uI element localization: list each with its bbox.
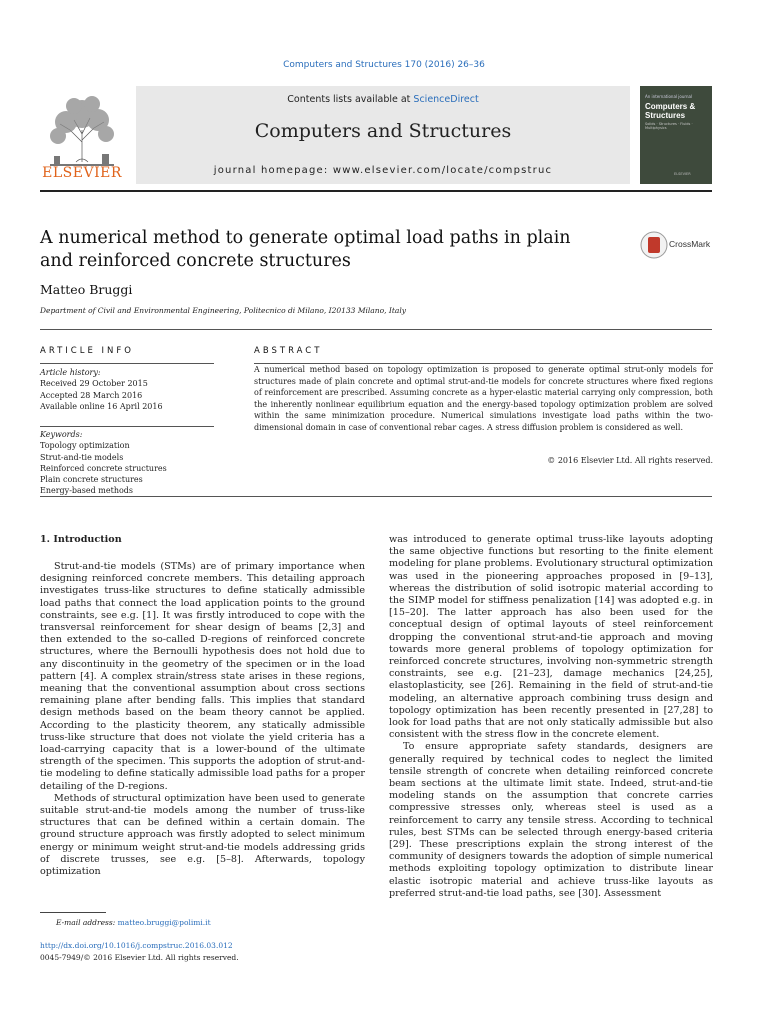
keywords-list — [40, 429, 220, 497]
article-info-heading: ARTICLE INFO — [40, 346, 134, 356]
header-rule — [40, 190, 712, 192]
keyword-item: Topology optimization — [40, 441, 130, 451]
body-paragraph: Strut-and-tie models (STMs) are of primary importance when designing reinforced concrete members. This detailing approach investigates truss-like structures to define statically admissible load paths that connect the load application points to the ground constraints, see e.g. [1]. It was firstly introduced to cope with the transversal reinforcement for shear design of beams [2,3] and then extended to the so-called D-regions of reinforced concrete structures, where the Bernoulli hypothesis does not hold due to any discontinuity in the geometry of the specimen or in the load pattern [4]. A complex strain/stress state arises in these regions, meaning that the conventional assumption about cross sections remaining plane after bending falls. This implies that standard design methods based on the beam theory cannot be applied. According to the plasticity theorem, any statically admissible truss-like structure that does not violate the yield criteria has a load-carrying capacity that is a lower-bound of the ultimate strength of the specimen. This supports the adoption of strut-and-tie modeling to define statically admissible load paths for a proper detailing of the D-regions. — [40, 561, 365, 792]
abstract-heading: ABSTRACT — [254, 346, 323, 356]
crossmark-icon — [640, 231, 668, 259]
divider — [40, 329, 712, 330]
crossmark-label: CrossMark — [669, 239, 711, 249]
history-label: Article history: — [40, 368, 101, 377]
sciencedirect-link[interactable]: ScienceDirect — [413, 94, 479, 105]
doi-link[interactable]: http://dx.doi.org/10.1016/j.compstruc.2016.03.012 — [40, 941, 233, 950]
journal-title: Computers and Structures — [254, 120, 512, 142]
keyword-item: Plain concrete structures — [40, 475, 143, 485]
abstract-copyright: © 2016 Elsevier Ltd. All rights reserved. — [547, 456, 713, 465]
body-paragraph: To ensure appropriate safety standards, designers are generally required by technical codes to neglect the limited tensile strength of concrete when detailing reinforced concrete beam sections at the ultimate limit state. Indeed, strut-and-tie modeling stands on the assumption that concrete carries compressive stresses only, whereas steel is used as a reinforcement to carry any tensile stress. According to technical rules, best STMs can be selected through energy-based criteria [29]. These prescriptions explain the strong interest of the community of designers towards the adoption of simple numerical methods exploiting topology optimization to distribute linear elastic isotropic material and achieve truss-like layouts as preferred strut-and-tie load paths, see [30]. Assessment — [389, 741, 713, 899]
abstract-text: A numerical method based on topology optimization is proposed to generate optimal strut-only models for structures made of plain concrete and optimal strut-and-tie models for concrete structures where fixed regions of reinforcement are prescribed. Assuming concrete as a hyper-elastic material carrying only compression, both the inherently nonlinear equilibrium equation and the energy-based topology optimization problem are solved within the same minimization procedure. Numerical simulations investigate load paths within the two-dimensional domain in case of conventional rebar cages. A stress diffusion problem is considered as well. — [254, 365, 713, 432]
crossmark-badge[interactable] — [640, 231, 720, 259]
journal-homepage[interactable]: journal homepage: www.elsevier.com/locate/compstruc — [213, 165, 553, 176]
history-accepted: Accepted 28 March 2016 — [40, 390, 143, 400]
history-online: Available online 16 April 2016 — [40, 401, 163, 411]
publisher-name: ELSEVIER — [42, 165, 122, 181]
section-heading-introduction: 1. Introduction — [40, 534, 122, 545]
divider — [40, 496, 712, 497]
body-paragraph: Methods of structural optimization have been used to generate suitable strut-and-tie models among the number of truss-like structures that can be defined within a certain domain. The ground structure approach was firstly adopted to select minimum energy or minimum weight strut-and-tie models addressing grids of discrete trusses, see e.g. [5–8]. Afterwards, topology optimization — [40, 792, 365, 878]
author-name: Matteo Bruggi — [40, 282, 133, 297]
keyword-item: Reinforced concrete structures — [40, 463, 167, 473]
footnote-rule — [40, 912, 106, 913]
author-email-link[interactable]: matteo.bruggi@polimi.it — [117, 918, 211, 927]
keyword-item: Energy-based methods — [40, 486, 134, 496]
author-affiliation: Department of Civil and Environmental Engineering, Politecnico di Milano, I20133 Milano, Italy — [40, 306, 406, 315]
cover-subtitle: Solids · Structures · Fluids · Multiphysics — [645, 122, 693, 130]
divider — [40, 363, 214, 364]
email-label: E-mail address: — [56, 918, 118, 927]
author-email-footnote — [56, 918, 211, 927]
cover-title: Computers & Structures — [645, 102, 696, 120]
journal-cover-image[interactable] — [640, 86, 712, 184]
cover-publisher: ELSEVIER — [674, 172, 691, 176]
issn-copyright: 0045-7949/© 2016 Elsevier Ltd. All rights reserved. — [40, 953, 239, 962]
body-column-left — [40, 561, 365, 878]
body-column-right — [389, 534, 713, 900]
keyword-item: Strut-and-tie models — [40, 452, 124, 462]
history-received: Received 29 October 2015 — [40, 379, 148, 389]
body-paragraph: was introduced to generate optimal truss-like layouts adopting the same objective functions but resorting to the finite element modeling for plane problems. Evolutionary structural optimization was used in the pioneering approaches proposed in [9–13], whereas the distribution of solid isotropic material according to the SIMP model for stiffness penalization [14] was adopted e.g. in [15–20]. The latter approach has also been used for the conceptual design of optimal layouts of steel reinforcement dropping the conventional strut-and-tie approach and moving towards more general problems of topology optimization for reinforced concrete structures, involving non-symmetric strength constraints, see e.g. [21–23], damage mechanics [24,25], elastoplasticity, see [26]. Remaining in the field of strut-and-tie modeling, an alternative approach combining truss design and topology optimization has been recently presented in [27,28] to look for load paths that are not only statically admissible but also consistent with the stress flow in the concrete element. — [389, 534, 713, 741]
article-history — [40, 367, 220, 412]
contents-prefix: Contents lists available at — [287, 94, 414, 105]
article-title: A numerical method to generate optimal load paths in plain and reinforced concrete structures — [40, 228, 571, 271]
keywords-label: Keywords: — [40, 430, 83, 439]
cover-tagline: An international journal — [645, 94, 693, 99]
journal-reference[interactable]: Computers and Structures 170 (2016) 26–36 — [283, 60, 485, 70]
contents-line — [136, 94, 630, 105]
divider — [40, 426, 214, 427]
